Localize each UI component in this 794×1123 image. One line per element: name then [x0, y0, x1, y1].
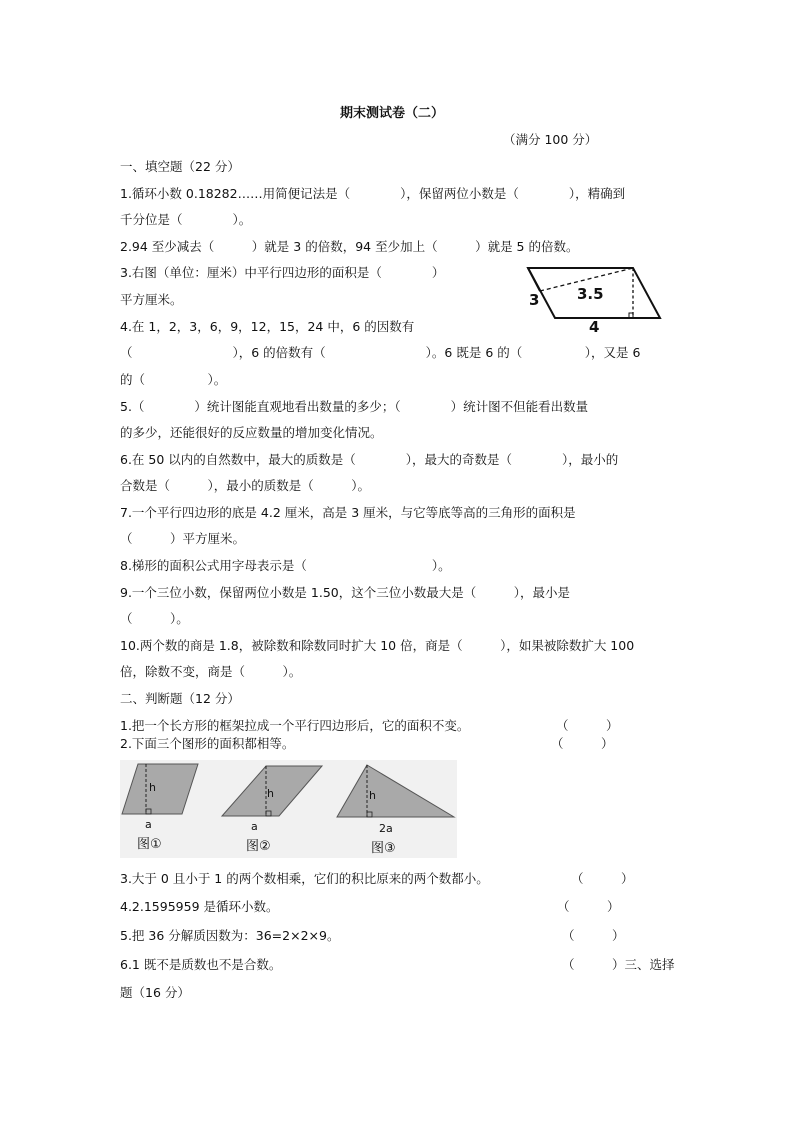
q9-line1: 9.一个三位小数，保留两位小数是 1.50，这个三位小数最大是（ ），最小是: [120, 585, 570, 600]
q3-line1: 3.右图（单位：厘米）中平行四边形的面积是（ ）: [120, 265, 445, 280]
judge-q2: 2.下面三个图形的面积都相等。: [120, 736, 295, 751]
q2-line: 2.94 至少减去（ ）就是 3 的倍数，94 至少加上（ ）就是 5 的倍数。: [120, 239, 579, 254]
judge-q6-tail: （ ）三、选择: [562, 957, 675, 972]
judge-q1-paren: （ ）: [556, 718, 619, 733]
judge-q5: 5.把 36 分解质因数为：36=2×2×9。: [120, 928, 340, 943]
q6-line1: 6.在 50 以内的自然数中，最大的质数是（ ），最大的奇数是（ ），最小的: [120, 452, 619, 467]
fig-label-height: 3: [529, 291, 540, 309]
q9-line2: （ ）。: [120, 611, 189, 626]
q6-line2: 合数是（ ），最小的质数是（ ）。: [120, 478, 371, 493]
q10-line1: 10.两个数的商是 1.8，被除数和除数同时扩大 10 倍，商是（ ），如果被除数扩大 100: [120, 638, 635, 653]
q4-line1: 4.在 1，2，3，6，9，12，15，24 中，6 的因数有: [120, 319, 415, 334]
section1-heading: 一、填空题（22 分）: [120, 159, 240, 174]
page-title: 期末测试卷（二）: [340, 106, 445, 121]
q5-line2: 的多少，还能很好的反应数量的增加变化情况。: [120, 425, 383, 440]
judge-q6-wrap: 题（16 分）: [120, 985, 190, 1000]
shape2-caption: 图②: [246, 839, 271, 854]
q10-line2: 倍，除数不变，商是（ ）。: [120, 664, 302, 679]
parallelogram-figure: [520, 262, 665, 334]
q1-line2: 千分位是（ ）。: [120, 212, 252, 227]
shape3-base: 2a: [379, 822, 393, 835]
judge-q1: 1.把一个长方形的框架拉成一个平行四边形后，它的面积不变。: [120, 718, 470, 733]
shape1-h: h: [149, 781, 156, 794]
section2-heading: 二、判断题（12 分）: [120, 691, 240, 706]
shape2-h: h: [267, 787, 274, 800]
judge-q3: 3.大于 0 且小于 1 的两个数相乘，它们的积比原来的两个数都小。: [120, 871, 489, 886]
fig-label-slant: 3.5: [577, 285, 604, 303]
three-shapes-figure: [120, 760, 457, 858]
full-score: （满分 100 分）: [503, 132, 598, 147]
judge-q4: 4.2.1595959 是循环小数。: [120, 899, 279, 914]
q4-line3: 的（ ）。: [120, 372, 227, 387]
judge-q6: 6.1 既不是质数也不是合数。: [120, 957, 282, 972]
shape3-h: h: [369, 789, 376, 802]
fig-label-base: 4: [589, 318, 600, 334]
shape1-base: a: [145, 818, 152, 831]
q7-line1: 7.一个平行四边形的底是 4.2 厘米，高是 3 厘米，与它等底等高的三角形的面积是: [120, 505, 576, 520]
judge-q3-paren: （ ）: [571, 871, 634, 886]
shape3-caption: 图③: [371, 841, 396, 856]
q3-line2: 平方厘米。: [120, 292, 183, 307]
q5-line1: 5.（ ）统计图能直观地看出数量的多少；（ ）统计图不但能看出数量: [120, 399, 589, 414]
judge-q5-paren: （ ）: [562, 928, 625, 943]
q1-line1: 1.循环小数 0.18282……用简便记法是（ ），保留两位小数是（ ），精确到: [120, 186, 626, 201]
q8-line: 8.梯形的面积公式用字母表示是（ ）。: [120, 558, 451, 573]
shape2-base: a: [251, 820, 258, 833]
q7-line2: （ ）平方厘米。: [120, 531, 246, 546]
judge-q4-paren: （ ）: [557, 899, 620, 914]
q4-line2: （ ），6 的倍数有（ ）。6 既是 6 的（ ），又是 6: [120, 345, 641, 360]
shape1-caption: 图①: [137, 837, 162, 852]
judge-q2-paren: （ ）: [551, 736, 614, 751]
